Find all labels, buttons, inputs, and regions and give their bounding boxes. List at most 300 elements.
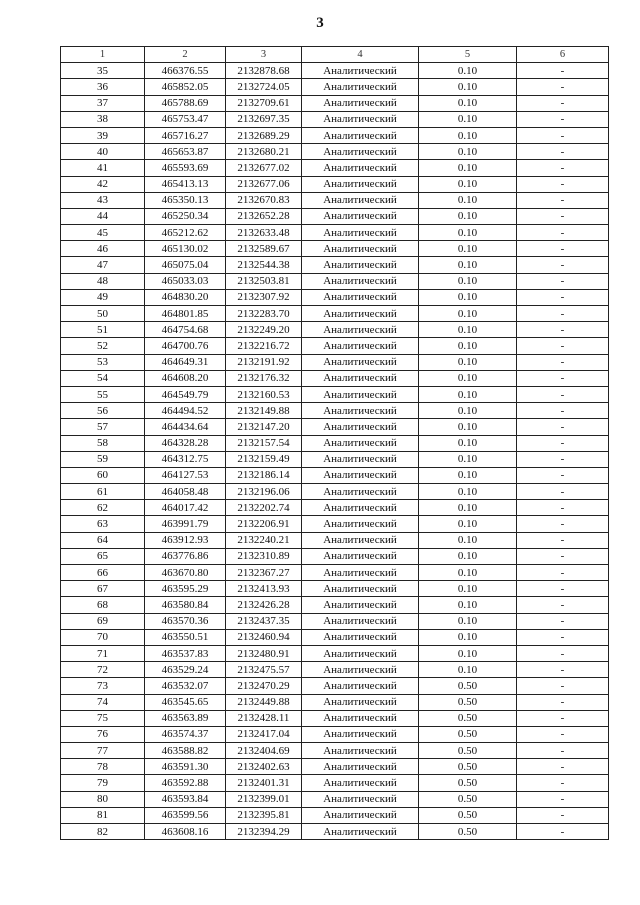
x-coordinate-cell: 464017.42 xyxy=(145,500,226,516)
accuracy-cell: 0.10 xyxy=(419,273,517,289)
table-row xyxy=(61,435,609,451)
accuracy-cell: 0.10 xyxy=(419,419,517,435)
note-cell: - xyxy=(517,565,609,581)
point-number-cell: 69 xyxy=(61,613,145,629)
table-row xyxy=(61,565,609,581)
x-coordinate-cell: 463570.36 xyxy=(145,613,226,629)
table-row xyxy=(61,678,609,694)
note-cell: - xyxy=(517,726,609,742)
x-coordinate-cell: 466376.55 xyxy=(145,63,226,79)
x-coordinate-cell: 463776.86 xyxy=(145,548,226,564)
note-cell: - xyxy=(517,581,609,597)
header-cell-1: 1 xyxy=(61,47,145,63)
note-cell: - xyxy=(517,208,609,224)
point-number-cell: 44 xyxy=(61,208,145,224)
point-number-cell: 62 xyxy=(61,500,145,516)
y-coordinate-cell: 2132652.28 xyxy=(226,208,302,224)
accuracy-cell: 0.10 xyxy=(419,354,517,370)
accuracy-cell: 0.50 xyxy=(419,694,517,710)
note-cell: - xyxy=(517,370,609,386)
note-cell: - xyxy=(517,306,609,322)
y-coordinate-cell: 2132399.01 xyxy=(226,791,302,807)
method-cell: Аналитический xyxy=(302,289,419,305)
y-coordinate-cell: 2132413.93 xyxy=(226,581,302,597)
note-cell: - xyxy=(517,435,609,451)
table-row xyxy=(61,370,609,386)
x-coordinate-cell: 463595.29 xyxy=(145,581,226,597)
x-coordinate-cell: 465653.87 xyxy=(145,144,226,160)
table-row xyxy=(61,208,609,224)
point-number-cell: 42 xyxy=(61,176,145,192)
note-cell: - xyxy=(517,791,609,807)
note-cell: - xyxy=(517,176,609,192)
note-cell: - xyxy=(517,273,609,289)
note-cell: - xyxy=(517,322,609,338)
header-cell-2: 2 xyxy=(145,47,226,63)
y-coordinate-cell: 2132426.28 xyxy=(226,597,302,613)
table-row xyxy=(61,613,609,629)
table-row xyxy=(61,241,609,257)
table-row xyxy=(61,824,609,840)
accuracy-cell: 0.10 xyxy=(419,289,517,305)
table-row xyxy=(61,743,609,759)
point-number-cell: 81 xyxy=(61,807,145,823)
note-cell: - xyxy=(517,710,609,726)
y-coordinate-cell: 2132589.67 xyxy=(226,241,302,257)
x-coordinate-cell: 463588.82 xyxy=(145,743,226,759)
y-coordinate-cell: 2132283.70 xyxy=(226,306,302,322)
point-number-cell: 53 xyxy=(61,354,145,370)
x-coordinate-cell: 463537.83 xyxy=(145,645,226,661)
accuracy-cell: 0.10 xyxy=(419,467,517,483)
point-number-cell: 65 xyxy=(61,548,145,564)
note-cell: - xyxy=(517,127,609,143)
point-number-cell: 46 xyxy=(61,241,145,257)
point-number-cell: 39 xyxy=(61,127,145,143)
x-coordinate-cell: 463912.93 xyxy=(145,532,226,548)
method-cell: Аналитический xyxy=(302,338,419,354)
accuracy-cell: 0.10 xyxy=(419,257,517,273)
x-coordinate-cell: 465852.05 xyxy=(145,79,226,95)
y-coordinate-cell: 2132159.49 xyxy=(226,451,302,467)
point-number-cell: 48 xyxy=(61,273,145,289)
table-row xyxy=(61,111,609,127)
table-row xyxy=(61,176,609,192)
y-coordinate-cell: 2132404.69 xyxy=(226,743,302,759)
note-cell: - xyxy=(517,63,609,79)
x-coordinate-cell: 463608.16 xyxy=(145,824,226,840)
note-cell: - xyxy=(517,807,609,823)
method-cell: Аналитический xyxy=(302,435,419,451)
table-row xyxy=(61,273,609,289)
page-number: 3 xyxy=(316,15,324,31)
accuracy-cell: 0.10 xyxy=(419,370,517,386)
note-cell: - xyxy=(517,403,609,419)
header-row xyxy=(61,47,609,63)
method-cell: Аналитический xyxy=(302,791,419,807)
y-coordinate-cell: 2132544.38 xyxy=(226,257,302,273)
note-cell: - xyxy=(517,160,609,176)
accuracy-cell: 0.10 xyxy=(419,176,517,192)
accuracy-cell: 0.10 xyxy=(419,629,517,645)
accuracy-cell: 0.10 xyxy=(419,225,517,241)
x-coordinate-cell: 463529.24 xyxy=(145,662,226,678)
y-coordinate-cell: 2132402.63 xyxy=(226,759,302,775)
accuracy-cell: 0.10 xyxy=(419,532,517,548)
method-cell: Аналитический xyxy=(302,532,419,548)
y-coordinate-cell: 2132206.91 xyxy=(226,516,302,532)
point-number-cell: 71 xyxy=(61,645,145,661)
point-number-cell: 52 xyxy=(61,338,145,354)
accuracy-cell: 0.10 xyxy=(419,403,517,419)
x-coordinate-cell: 463563.89 xyxy=(145,710,226,726)
y-coordinate-cell: 2132149.88 xyxy=(226,403,302,419)
method-cell: Аналитический xyxy=(302,257,419,273)
y-coordinate-cell: 2132367.27 xyxy=(226,565,302,581)
y-coordinate-cell: 2132191.92 xyxy=(226,354,302,370)
accuracy-cell: 0.10 xyxy=(419,208,517,224)
note-cell: - xyxy=(517,79,609,95)
table-row xyxy=(61,451,609,467)
y-coordinate-cell: 2132249.20 xyxy=(226,322,302,338)
accuracy-cell: 0.10 xyxy=(419,451,517,467)
note-cell: - xyxy=(517,419,609,435)
method-cell: Аналитический xyxy=(302,419,419,435)
method-cell: Аналитический xyxy=(302,467,419,483)
y-coordinate-cell: 2132394.29 xyxy=(226,824,302,840)
y-coordinate-cell: 2132428.11 xyxy=(226,710,302,726)
x-coordinate-cell: 464830.20 xyxy=(145,289,226,305)
note-cell: - xyxy=(517,225,609,241)
accuracy-cell: 0.10 xyxy=(419,484,517,500)
method-cell: Аналитический xyxy=(302,743,419,759)
method-cell: Аналитический xyxy=(302,306,419,322)
header-cell-3: 3 xyxy=(226,47,302,63)
method-cell: Аналитический xyxy=(302,662,419,678)
method-cell: Аналитический xyxy=(302,370,419,386)
y-coordinate-cell: 2132697.35 xyxy=(226,111,302,127)
x-coordinate-cell: 465593.69 xyxy=(145,160,226,176)
x-coordinate-cell: 465788.69 xyxy=(145,95,226,111)
note-cell: - xyxy=(517,111,609,127)
note-cell: - xyxy=(517,338,609,354)
note-cell: - xyxy=(517,95,609,111)
method-cell: Аналитический xyxy=(302,824,419,840)
x-coordinate-cell: 464700.76 xyxy=(145,338,226,354)
note-cell: - xyxy=(517,597,609,613)
table-row xyxy=(61,726,609,742)
accuracy-cell: 0.10 xyxy=(419,613,517,629)
x-coordinate-cell: 465212.62 xyxy=(145,225,226,241)
method-cell: Аналитический xyxy=(302,386,419,402)
x-coordinate-cell: 464801.85 xyxy=(145,306,226,322)
y-coordinate-cell: 2132449.88 xyxy=(226,694,302,710)
accuracy-cell: 0.50 xyxy=(419,759,517,775)
method-cell: Аналитический xyxy=(302,403,419,419)
point-number-cell: 45 xyxy=(61,225,145,241)
method-cell: Аналитический xyxy=(302,759,419,775)
table-row xyxy=(61,807,609,823)
note-cell: - xyxy=(517,386,609,402)
method-cell: Аналитический xyxy=(302,160,419,176)
accuracy-cell: 0.10 xyxy=(419,581,517,597)
method-cell: Аналитический xyxy=(302,127,419,143)
accuracy-cell: 0.10 xyxy=(419,548,517,564)
note-cell: - xyxy=(517,144,609,160)
y-coordinate-cell: 2132503.81 xyxy=(226,273,302,289)
table-row xyxy=(61,467,609,483)
note-cell: - xyxy=(517,192,609,208)
method-cell: Аналитический xyxy=(302,79,419,95)
x-coordinate-cell: 463599.56 xyxy=(145,807,226,823)
point-number-cell: 76 xyxy=(61,726,145,742)
x-coordinate-cell: 464434.64 xyxy=(145,419,226,435)
y-coordinate-cell: 2132460.94 xyxy=(226,629,302,645)
method-cell: Аналитический xyxy=(302,807,419,823)
note-cell: - xyxy=(517,548,609,564)
point-number-cell: 56 xyxy=(61,403,145,419)
x-coordinate-cell: 463550.51 xyxy=(145,629,226,645)
x-coordinate-cell: 465753.47 xyxy=(145,111,226,127)
note-cell: - xyxy=(517,500,609,516)
x-coordinate-cell: 465250.34 xyxy=(145,208,226,224)
point-number-cell: 68 xyxy=(61,597,145,613)
accuracy-cell: 0.50 xyxy=(419,824,517,840)
x-coordinate-cell: 464494.52 xyxy=(145,403,226,419)
note-cell: - xyxy=(517,613,609,629)
point-number-cell: 82 xyxy=(61,824,145,840)
note-cell: - xyxy=(517,775,609,791)
accuracy-cell: 0.10 xyxy=(419,662,517,678)
point-number-cell: 49 xyxy=(61,289,145,305)
note-cell: - xyxy=(517,678,609,694)
y-coordinate-cell: 2132417.04 xyxy=(226,726,302,742)
point-number-cell: 64 xyxy=(61,532,145,548)
method-cell: Аналитический xyxy=(302,322,419,338)
y-coordinate-cell: 2132307.92 xyxy=(226,289,302,305)
method-cell: Аналитический xyxy=(302,95,419,111)
method-cell: Аналитический xyxy=(302,241,419,257)
table-row xyxy=(61,338,609,354)
accuracy-cell: 0.10 xyxy=(419,306,517,322)
x-coordinate-cell: 465033.03 xyxy=(145,273,226,289)
note-cell: - xyxy=(517,241,609,257)
point-number-cell: 61 xyxy=(61,484,145,500)
table-row xyxy=(61,516,609,532)
y-coordinate-cell: 2132395.81 xyxy=(226,807,302,823)
table-row xyxy=(61,257,609,273)
x-coordinate-cell: 463991.79 xyxy=(145,516,226,532)
point-number-cell: 37 xyxy=(61,95,145,111)
x-coordinate-cell: 463574.37 xyxy=(145,726,226,742)
point-number-cell: 74 xyxy=(61,694,145,710)
x-coordinate-cell: 464328.28 xyxy=(145,435,226,451)
method-cell: Аналитический xyxy=(302,565,419,581)
point-number-cell: 58 xyxy=(61,435,145,451)
y-coordinate-cell: 2132401.31 xyxy=(226,775,302,791)
accuracy-cell: 0.50 xyxy=(419,726,517,742)
x-coordinate-cell: 463591.30 xyxy=(145,759,226,775)
y-coordinate-cell: 2132677.02 xyxy=(226,160,302,176)
y-coordinate-cell: 2132633.48 xyxy=(226,225,302,241)
method-cell: Аналитический xyxy=(302,645,419,661)
point-number-cell: 41 xyxy=(61,160,145,176)
note-cell: - xyxy=(517,467,609,483)
x-coordinate-cell: 463545.65 xyxy=(145,694,226,710)
x-coordinate-cell: 464058.48 xyxy=(145,484,226,500)
table-row xyxy=(61,694,609,710)
note-cell: - xyxy=(517,743,609,759)
y-coordinate-cell: 2132186.14 xyxy=(226,467,302,483)
table-row xyxy=(61,192,609,208)
table-row xyxy=(61,500,609,516)
method-cell: Аналитический xyxy=(302,192,419,208)
point-number-cell: 51 xyxy=(61,322,145,338)
table-row xyxy=(61,289,609,305)
table-row xyxy=(61,629,609,645)
method-cell: Аналитический xyxy=(302,726,419,742)
note-cell: - xyxy=(517,629,609,645)
table-row xyxy=(61,532,609,548)
point-number-cell: 55 xyxy=(61,386,145,402)
method-cell: Аналитический xyxy=(302,597,419,613)
x-coordinate-cell: 464649.31 xyxy=(145,354,226,370)
point-number-cell: 47 xyxy=(61,257,145,273)
method-cell: Аналитический xyxy=(302,225,419,241)
table-row xyxy=(61,775,609,791)
x-coordinate-cell: 464127.53 xyxy=(145,467,226,483)
table-row xyxy=(61,759,609,775)
point-number-cell: 40 xyxy=(61,144,145,160)
accuracy-cell: 0.10 xyxy=(419,565,517,581)
method-cell: Аналитический xyxy=(302,775,419,791)
y-coordinate-cell: 2132689.29 xyxy=(226,127,302,143)
accuracy-cell: 0.10 xyxy=(419,338,517,354)
x-coordinate-cell: 465075.04 xyxy=(145,257,226,273)
table-row xyxy=(61,710,609,726)
accuracy-cell: 0.10 xyxy=(419,63,517,79)
accuracy-cell: 0.10 xyxy=(419,144,517,160)
x-coordinate-cell: 465350.13 xyxy=(145,192,226,208)
method-cell: Аналитический xyxy=(302,354,419,370)
note-cell: - xyxy=(517,645,609,661)
note-cell: - xyxy=(517,257,609,273)
table-row xyxy=(61,144,609,160)
y-coordinate-cell: 2132680.21 xyxy=(226,144,302,160)
header-cell-4: 4 xyxy=(302,47,419,63)
accuracy-cell: 0.10 xyxy=(419,645,517,661)
table-row xyxy=(61,79,609,95)
accuracy-cell: 0.50 xyxy=(419,807,517,823)
method-cell: Аналитический xyxy=(302,63,419,79)
accuracy-cell: 0.50 xyxy=(419,678,517,694)
x-coordinate-cell: 465716.27 xyxy=(145,127,226,143)
point-number-cell: 57 xyxy=(61,419,145,435)
method-cell: Аналитический xyxy=(302,581,419,597)
x-coordinate-cell: 463580.84 xyxy=(145,597,226,613)
method-cell: Аналитический xyxy=(302,176,419,192)
note-cell: - xyxy=(517,532,609,548)
y-coordinate-cell: 2132475.57 xyxy=(226,662,302,678)
y-coordinate-cell: 2132709.61 xyxy=(226,95,302,111)
y-coordinate-cell: 2132157.54 xyxy=(226,435,302,451)
method-cell: Аналитический xyxy=(302,484,419,500)
accuracy-cell: 0.10 xyxy=(419,127,517,143)
x-coordinate-cell: 463670.80 xyxy=(145,565,226,581)
coordinates-table xyxy=(60,46,609,840)
note-cell: - xyxy=(517,694,609,710)
header-cell-6: 6 xyxy=(517,47,609,63)
y-coordinate-cell: 2132176.32 xyxy=(226,370,302,386)
y-coordinate-cell: 2132677.06 xyxy=(226,176,302,192)
x-coordinate-cell: 465130.02 xyxy=(145,241,226,257)
accuracy-cell: 0.10 xyxy=(419,500,517,516)
y-coordinate-cell: 2132202.74 xyxy=(226,500,302,516)
accuracy-cell: 0.10 xyxy=(419,95,517,111)
table-row xyxy=(61,791,609,807)
method-cell: Аналитический xyxy=(302,516,419,532)
accuracy-cell: 0.10 xyxy=(419,322,517,338)
method-cell: Аналитический xyxy=(302,678,419,694)
y-coordinate-cell: 2132470.29 xyxy=(226,678,302,694)
point-number-cell: 78 xyxy=(61,759,145,775)
method-cell: Аналитический xyxy=(302,144,419,160)
x-coordinate-cell: 464754.68 xyxy=(145,322,226,338)
header-cell-5: 5 xyxy=(419,47,517,63)
x-coordinate-cell: 464549.79 xyxy=(145,386,226,402)
point-number-cell: 35 xyxy=(61,63,145,79)
table-row xyxy=(61,160,609,176)
y-coordinate-cell: 2132216.72 xyxy=(226,338,302,354)
method-cell: Аналитический xyxy=(302,273,419,289)
accuracy-cell: 0.50 xyxy=(419,710,517,726)
note-cell: - xyxy=(517,354,609,370)
method-cell: Аналитический xyxy=(302,451,419,467)
note-cell: - xyxy=(517,824,609,840)
y-coordinate-cell: 2132196.06 xyxy=(226,484,302,500)
method-cell: Аналитический xyxy=(302,694,419,710)
table-body xyxy=(61,47,609,840)
x-coordinate-cell: 465413.13 xyxy=(145,176,226,192)
point-number-cell: 75 xyxy=(61,710,145,726)
table-row xyxy=(61,63,609,79)
note-cell: - xyxy=(517,451,609,467)
point-number-cell: 36 xyxy=(61,79,145,95)
y-coordinate-cell: 2132878.68 xyxy=(226,63,302,79)
x-coordinate-cell: 463593.84 xyxy=(145,791,226,807)
point-number-cell: 50 xyxy=(61,306,145,322)
table-row xyxy=(61,306,609,322)
y-coordinate-cell: 2132160.53 xyxy=(226,386,302,402)
accuracy-cell: 0.10 xyxy=(419,435,517,451)
note-cell: - xyxy=(517,289,609,305)
point-number-cell: 79 xyxy=(61,775,145,791)
table-row xyxy=(61,484,609,500)
point-number-cell: 60 xyxy=(61,467,145,483)
table-row xyxy=(61,127,609,143)
x-coordinate-cell: 464312.75 xyxy=(145,451,226,467)
table-row xyxy=(61,354,609,370)
accuracy-cell: 0.50 xyxy=(419,743,517,759)
method-cell: Аналитический xyxy=(302,208,419,224)
table-row xyxy=(61,386,609,402)
point-number-cell: 80 xyxy=(61,791,145,807)
accuracy-cell: 0.10 xyxy=(419,79,517,95)
table-row xyxy=(61,419,609,435)
table-row xyxy=(61,645,609,661)
y-coordinate-cell: 2132724.05 xyxy=(226,79,302,95)
table-row xyxy=(61,225,609,241)
